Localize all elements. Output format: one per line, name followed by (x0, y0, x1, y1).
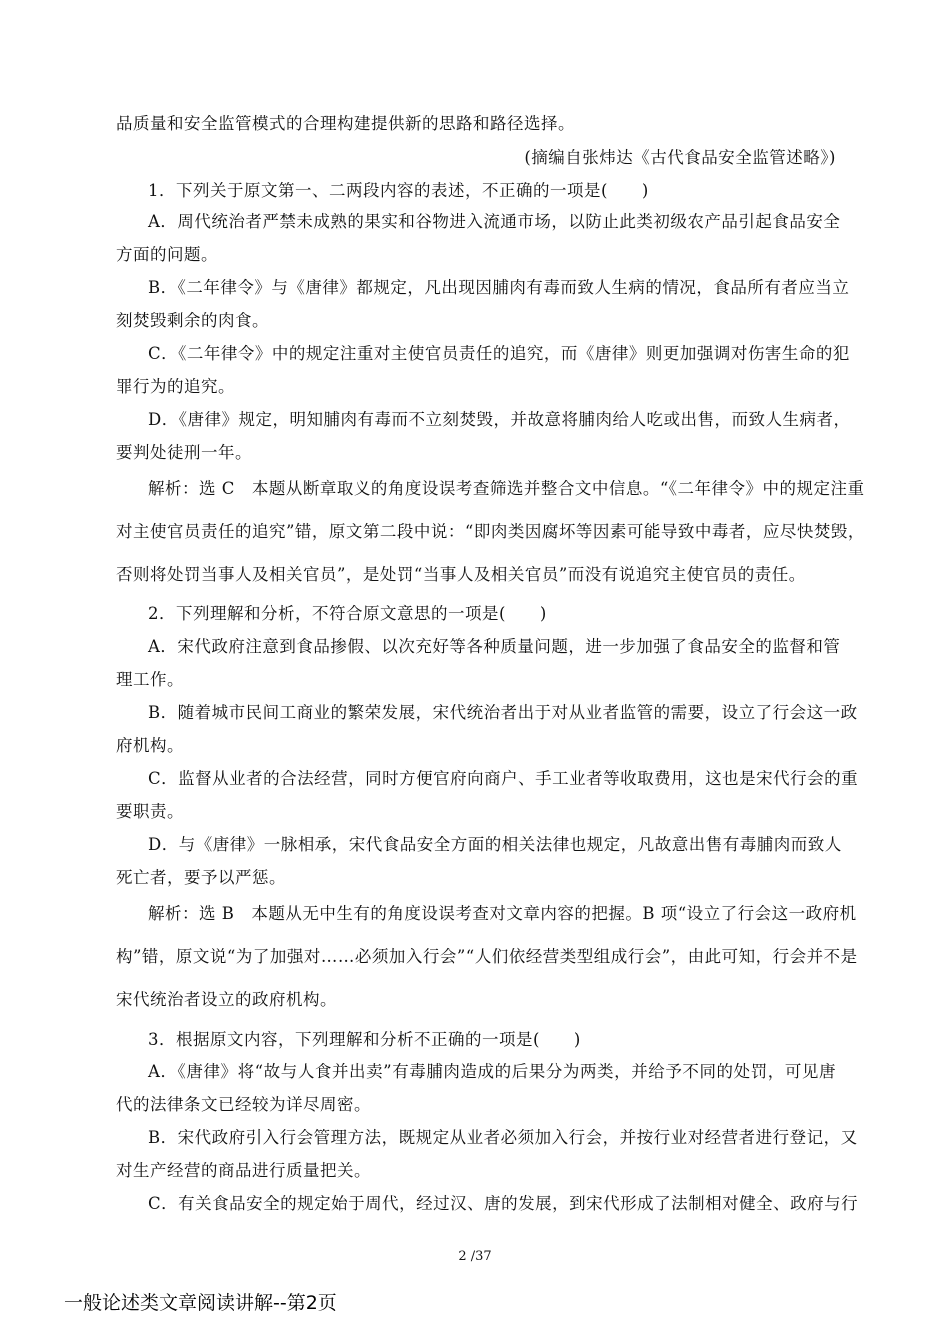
text-line: 方面的问题。 (116, 245, 218, 264)
text-line: 代的法律条文已经较为详尽周密。 (116, 1095, 371, 1114)
source-citation: (摘编自张炜达《古代食品安全监管述略》) (524, 148, 836, 167)
text-line: 对主使官员责任的追究”错，原文第二段中说：“即肉类因腐坏等因素可能导致中毒者，应尽快焚毁， (116, 522, 865, 541)
text-line: 要职责。 (116, 802, 184, 821)
text-line: 罪行为的追究。 (116, 377, 235, 396)
text-line: 刻焚毁剩余的肉食。 (116, 311, 269, 330)
page-number: 2 /37 (458, 1249, 492, 1264)
text-line: 府机构。 (116, 736, 184, 755)
option-3a: A．《唐律》将“故与人食并出卖”有毒脯肉造成的后果分为两类，并给予不同的处罚，可见唐 (148, 1062, 836, 1081)
question-2: 2．下列理解和分析，不符合原文意思的一项是( ) (148, 604, 547, 623)
question-1: 1．下列关于原文第一、二两段内容的表述，不正确的一项是( ) (148, 181, 649, 200)
option-2c: C．监督从业者的合法经营，同时方便官府向商户、手工业者等收取费用，这也是宋代行会的重 (148, 769, 859, 788)
option-2d: D．与《唐律》一脉相承，宋代食品安全方面的相关法律也规定，凡故意出售有毒脯肉而致人 (148, 835, 842, 854)
analysis-2: 解析：选 B 本题从无中生有的角度设误考查对文章内容的把握。B 项“设立了行会这一政府机 (148, 904, 857, 923)
text-line: 品质量和安全监管模式的合理构建提供新的思路和路径选择。 (116, 114, 575, 133)
question-3: 3．根据原文内容，下列理解和分析不正确的一项是( ) (148, 1030, 581, 1049)
text-line: 否则将处罚当事人及相关官员”，是处罚“当事人及相关官员”而没有说追究主使官员的责任。 (116, 565, 806, 584)
option-3b: B．宋代政府引入行会管理方法，既规定从业者必须加入行会，并按行业对经营者进行登记，又 (148, 1128, 858, 1147)
analysis-1: 解析：选 C 本题从断章取义的角度设误考查筛选并整合文中信息。“《二年律令》中的规定注重 (148, 479, 865, 498)
text-line: 对生产经营的商品进行质量把关。 (116, 1161, 371, 1180)
option-1a: A．周代统治者严禁未成熟的果实和谷物进入流通市场，以防止此类初级农产品引起食品安全 (148, 212, 841, 231)
text-line: 理工作。 (116, 670, 184, 689)
text-line: 要判处徒刑一年。 (116, 443, 252, 462)
footer-title: 一般论述类文章阅读讲解--第2页 (64, 1292, 337, 1314)
option-2b: B．随着城市民间工商业的繁荣发展，宋代统治者出于对从业者监管的需要，设立了行会这一政 (148, 703, 858, 722)
option-3c: C．有关食品安全的规定始于周代，经过汉、唐的发展，到宋代形成了法制相对健全、政府与行 (148, 1194, 859, 1213)
option-1b: B．《二年律令》与《唐律》都规定，凡出现因脯肉有毒而致人生病的情况，食品所有者应当立 (148, 278, 850, 297)
text-line: 死亡者，要予以严惩。 (116, 868, 286, 887)
option-1c: C．《二年律令》中的规定注重对主使官员责任的追究，而《唐律》则更加强调对伤害生命的犯 (148, 344, 850, 363)
text-line: 宋代统治者设立的政府机构。 (116, 990, 337, 1009)
text-line: 构”错，原文说“为了加强对……必须加入行会”“人们依经营类型组成行会”，由此可知，行会并不是 (116, 947, 858, 966)
option-2a: A．宋代政府注意到食品掺假、以次充好等各种质量问题，进一步加强了食品安全的监督和管 (148, 637, 841, 656)
option-1d: D．《唐律》规定，明知脯肉有毒而不立刻焚毁，并故意将脯肉给人吃或出售，而致人生病者， (148, 410, 851, 429)
